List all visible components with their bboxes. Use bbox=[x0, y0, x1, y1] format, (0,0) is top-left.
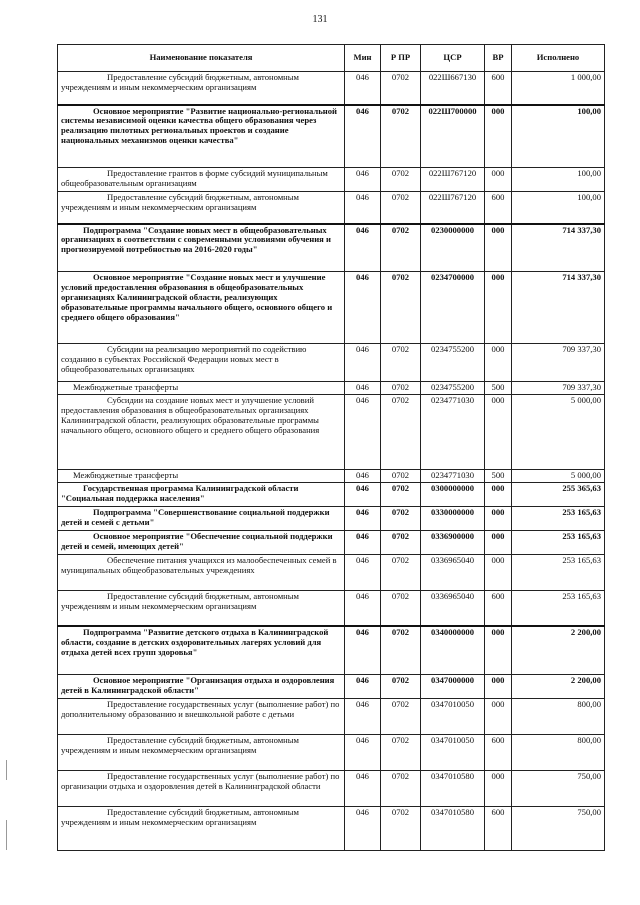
row-rpr: 0702 bbox=[381, 734, 421, 770]
header-vr: ВР bbox=[485, 45, 512, 72]
row-min: 046 bbox=[345, 770, 381, 806]
row-csr: 0347000000 bbox=[421, 674, 485, 698]
row-csr: 0330000000 bbox=[421, 506, 485, 530]
row-sum: 100,00 bbox=[512, 105, 605, 168]
row-csr: 0234755200 bbox=[421, 382, 485, 395]
row-sum: 253 165,63 bbox=[512, 530, 605, 554]
row-rpr: 0702 bbox=[381, 506, 421, 530]
row-csr: 0347010050 bbox=[421, 698, 485, 734]
row-name: Основное мероприятие "Организация отдыха и оздоровления детей в Калининградской области" bbox=[58, 674, 345, 698]
row-min: 046 bbox=[345, 192, 381, 224]
row-sum: 100,00 bbox=[512, 192, 605, 224]
row-csr: 022Ш700000 bbox=[421, 105, 485, 168]
row-name: Предоставление субсидий бюджетным, автономным учреждениям и иным некоммерческим организациям bbox=[58, 806, 345, 850]
row-rpr: 0702 bbox=[381, 590, 421, 626]
row-name: Субсидии на создание новых мест и улучшение условий предоставления образования в общеобразовательных организациях Калининградской области, реализующих образовательные программы начального общего, основного общего и среднего общего образования bbox=[58, 394, 345, 469]
row-sum: 800,00 bbox=[512, 698, 605, 734]
header-min: Мин bbox=[345, 45, 381, 72]
row-min: 046 bbox=[345, 590, 381, 626]
row-min: 046 bbox=[345, 224, 381, 272]
row-rpr: 0702 bbox=[381, 770, 421, 806]
page-number: 131 bbox=[312, 14, 328, 25]
row-csr: 0347010580 bbox=[421, 806, 485, 850]
header-csr: ЦСР bbox=[421, 45, 485, 72]
row-min: 046 bbox=[345, 168, 381, 192]
row-name: Предоставление государственных услуг (выполнение работ) по организации отдыха и оздоровления детей в Калининградской области bbox=[58, 770, 345, 806]
row-vr: 000 bbox=[485, 224, 512, 272]
row-vr: 000 bbox=[485, 105, 512, 168]
row-rpr: 0702 bbox=[381, 168, 421, 192]
header-rpr: Р ПР bbox=[381, 45, 421, 72]
row-name: Межбюджетные трансферты bbox=[58, 382, 345, 395]
table-row bbox=[58, 626, 605, 674]
budget-table bbox=[57, 44, 605, 851]
row-name: Предоставление субсидий бюджетным, автономным учреждениям и иным некоммерческим организациям bbox=[58, 590, 345, 626]
row-sum: 800,00 bbox=[512, 734, 605, 770]
row-sum: 5 000,00 bbox=[512, 469, 605, 482]
row-rpr: 0702 bbox=[381, 806, 421, 850]
table-row bbox=[58, 698, 605, 734]
margin-mark bbox=[6, 820, 7, 850]
table-row bbox=[58, 192, 605, 224]
row-vr: 000 bbox=[485, 344, 512, 382]
table-row bbox=[58, 506, 605, 530]
row-sum: 253 165,63 bbox=[512, 554, 605, 590]
row-vr: 000 bbox=[485, 698, 512, 734]
row-csr: 0336900000 bbox=[421, 530, 485, 554]
row-csr: 022Ш767120 bbox=[421, 168, 485, 192]
row-vr: 000 bbox=[485, 482, 512, 506]
row-name: Обеспечение питания учащихся из малообеспеченных семей в муниципальных общеобразовательных учреждениях bbox=[58, 554, 345, 590]
table-row bbox=[58, 554, 605, 590]
row-min: 046 bbox=[345, 72, 381, 105]
row-name: Предоставление грантов в форме субсидий муниципальным общеобразовательным организациям bbox=[58, 168, 345, 192]
row-vr: 000 bbox=[485, 674, 512, 698]
row-min: 046 bbox=[345, 806, 381, 850]
row-csr: 0336965040 bbox=[421, 590, 485, 626]
row-csr: 0234771030 bbox=[421, 469, 485, 482]
row-name: Предоставление субсидий бюджетным, автономным учреждениям и иным некоммерческим организациям bbox=[58, 72, 345, 105]
row-vr: 600 bbox=[485, 590, 512, 626]
row-rpr: 0702 bbox=[381, 192, 421, 224]
row-sum: 709 337,30 bbox=[512, 344, 605, 382]
table-row bbox=[58, 105, 605, 168]
row-min: 046 bbox=[345, 344, 381, 382]
row-vr: 000 bbox=[485, 272, 512, 344]
margin-mark bbox=[6, 760, 7, 780]
row-rpr: 0702 bbox=[381, 626, 421, 674]
row-vr: 000 bbox=[485, 770, 512, 806]
row-csr: 0347010580 bbox=[421, 770, 485, 806]
header-name: Наименование показателя bbox=[58, 45, 345, 72]
row-sum: 253 165,63 bbox=[512, 590, 605, 626]
table-row bbox=[58, 382, 605, 395]
row-sum: 253 165,63 bbox=[512, 506, 605, 530]
row-min: 046 bbox=[345, 382, 381, 395]
row-csr: 0347010050 bbox=[421, 734, 485, 770]
row-min: 046 bbox=[345, 530, 381, 554]
row-name: Основное мероприятие "Создание новых мест и улучшение условий предоставления образования в общеобразовательных организациях Калининградской области, реализующих образовательные программы начального общего, основного общего и среднего общего образования" bbox=[58, 272, 345, 344]
table-row bbox=[58, 734, 605, 770]
table-row bbox=[58, 482, 605, 506]
row-name: Основное мероприятие "Развитие национально-региональной системы независимой оценки качества общего образования через реализацию пилотных региональных проектов и создание национальных механизмов оценки качества" bbox=[58, 105, 345, 168]
table-row bbox=[58, 806, 605, 850]
row-csr: 0234771030 bbox=[421, 394, 485, 469]
row-vr: 600 bbox=[485, 72, 512, 105]
row-sum: 2 200,00 bbox=[512, 674, 605, 698]
row-sum: 709 337,30 bbox=[512, 382, 605, 395]
row-name: Подпрограмма "Совершенствование социальной поддержки детей и семей с детьми" bbox=[58, 506, 345, 530]
row-vr: 600 bbox=[485, 734, 512, 770]
row-min: 046 bbox=[345, 554, 381, 590]
row-sum: 1 000,00 bbox=[512, 72, 605, 105]
row-name: Подпрограмма "Создание новых мест в общеобразовательных организациях в соответствии с современными условиями обучения и прогнозируемой потребностью на 2016-2020 годы" bbox=[58, 224, 345, 272]
row-csr: 0340000000 bbox=[421, 626, 485, 674]
row-csr: 0300000000 bbox=[421, 482, 485, 506]
row-min: 046 bbox=[345, 626, 381, 674]
row-vr: 000 bbox=[485, 626, 512, 674]
row-rpr: 0702 bbox=[381, 72, 421, 105]
row-csr: 0234755200 bbox=[421, 344, 485, 382]
row-rpr: 0702 bbox=[381, 272, 421, 344]
header-sum: Исполнено bbox=[512, 45, 605, 72]
row-rpr: 0702 bbox=[381, 482, 421, 506]
row-sum: 750,00 bbox=[512, 770, 605, 806]
row-sum: 2 200,00 bbox=[512, 626, 605, 674]
row-csr: 022Ш767120 bbox=[421, 192, 485, 224]
table-row bbox=[58, 469, 605, 482]
row-min: 046 bbox=[345, 272, 381, 344]
row-vr: 000 bbox=[485, 554, 512, 590]
row-rpr: 0702 bbox=[381, 530, 421, 554]
row-rpr: 0702 bbox=[381, 105, 421, 168]
row-sum: 255 365,63 bbox=[512, 482, 605, 506]
table-row bbox=[58, 344, 605, 382]
row-min: 046 bbox=[345, 105, 381, 168]
row-name: Предоставление субсидий бюджетным, автономным учреждениям и иным некоммерческим организациям bbox=[58, 734, 345, 770]
table-row bbox=[58, 394, 605, 469]
row-rpr: 0702 bbox=[381, 344, 421, 382]
row-csr: 0234700000 bbox=[421, 272, 485, 344]
row-min: 046 bbox=[345, 469, 381, 482]
table-row bbox=[58, 770, 605, 806]
row-csr: 0336965040 bbox=[421, 554, 485, 590]
row-sum: 750,00 bbox=[512, 806, 605, 850]
row-vr: 600 bbox=[485, 806, 512, 850]
row-name: Межбюджетные трансферты bbox=[58, 469, 345, 482]
row-name: Предоставление субсидий бюджетным, автономным учреждениям и иным некоммерческим организациям bbox=[58, 192, 345, 224]
row-name: Предоставление государственных услуг (выполнение работ) по дополнительному образованию и внешкольной работе с детьми bbox=[58, 698, 345, 734]
table-row bbox=[58, 272, 605, 344]
row-name: Государственная программа Калининградской области "Социальная поддержка населения" bbox=[58, 482, 345, 506]
table-row bbox=[58, 72, 605, 105]
row-min: 046 bbox=[345, 698, 381, 734]
row-sum: 100,00 bbox=[512, 168, 605, 192]
table-header-row bbox=[58, 45, 605, 72]
row-rpr: 0702 bbox=[381, 394, 421, 469]
table-row bbox=[58, 674, 605, 698]
row-vr: 000 bbox=[485, 506, 512, 530]
table-row bbox=[58, 530, 605, 554]
row-sum: 714 337,30 bbox=[512, 272, 605, 344]
table-row bbox=[58, 224, 605, 272]
row-rpr: 0702 bbox=[381, 554, 421, 590]
row-vr: 000 bbox=[485, 394, 512, 469]
row-vr: 000 bbox=[485, 168, 512, 192]
row-rpr: 0702 bbox=[381, 382, 421, 395]
row-rpr: 0702 bbox=[381, 674, 421, 698]
row-rpr: 0702 bbox=[381, 469, 421, 482]
row-vr: 500 bbox=[485, 382, 512, 395]
row-name: Подпрограмма "Развитие детского отдыха в Калининградской области, создание в детских оздоровительных лагерях условий для отдыха детей всех групп здоровья" bbox=[58, 626, 345, 674]
row-min: 046 bbox=[345, 394, 381, 469]
row-csr: 0230000000 bbox=[421, 224, 485, 272]
row-sum: 5 000,00 bbox=[512, 394, 605, 469]
table-row bbox=[58, 590, 605, 626]
row-min: 046 bbox=[345, 506, 381, 530]
row-vr: 000 bbox=[485, 530, 512, 554]
row-sum: 714 337,30 bbox=[512, 224, 605, 272]
row-name: Основное мероприятие "Обеспечение социальной поддержки детей и семей, имеющих детей" bbox=[58, 530, 345, 554]
row-vr: 500 bbox=[485, 469, 512, 482]
table-row bbox=[58, 168, 605, 192]
row-min: 046 bbox=[345, 734, 381, 770]
row-csr: 022Ш667130 bbox=[421, 72, 485, 105]
row-rpr: 0702 bbox=[381, 698, 421, 734]
row-name: Субсидии на реализацию мероприятий по содействию созданию в субъектах Российской Федерации новых мест в общеобразовательных организациях bbox=[58, 344, 345, 382]
row-min: 046 bbox=[345, 482, 381, 506]
row-vr: 600 bbox=[485, 192, 512, 224]
row-rpr: 0702 bbox=[381, 224, 421, 272]
row-min: 046 bbox=[345, 674, 381, 698]
